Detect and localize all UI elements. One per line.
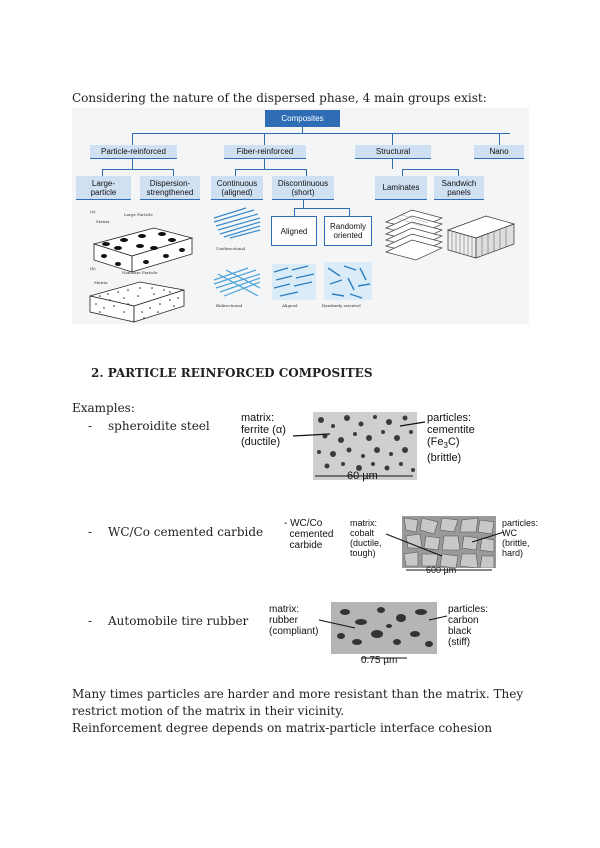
- tree-group-particle: Particle-reinforced: [90, 145, 177, 159]
- fiber-caption-unidirectional: Unidirectional: [216, 246, 246, 251]
- composites-classification-figure: [72, 108, 529, 324]
- tree-connector: [499, 133, 500, 145]
- particle-label-matrix-b: Matrix: [94, 280, 108, 285]
- tree-group-structural: Structural: [355, 145, 431, 159]
- particle-label-large: Large Particle: [124, 212, 153, 217]
- tree-connector: [392, 133, 393, 145]
- tree-connector: [392, 159, 393, 169]
- intro-text: Considering the nature of the dispersed phase, 4 main groups exist:: [72, 91, 487, 105]
- section-heading: 2. PARTICLE REINFORCED COMPOSITES: [91, 366, 373, 380]
- tree-group-nano: Nano: [474, 145, 524, 159]
- tree-connector: [402, 169, 458, 170]
- example-1-dash: -: [88, 419, 93, 433]
- tree-group-fiber: Fiber-reinforced: [224, 145, 306, 159]
- rubber-particle-label: particles: carbon black (stiff): [448, 604, 489, 648]
- carbide-particle-label: particles: WC (brittle, hard): [502, 518, 539, 558]
- carbide-scale: 600 µm: [426, 565, 457, 575]
- tree-connector: [132, 133, 133, 145]
- cemented-carbide-figure: [276, 512, 540, 580]
- tree-connector: [102, 169, 103, 176]
- tree-connector: [235, 169, 307, 170]
- tree-connector: [458, 169, 459, 176]
- tree-connector: [402, 169, 403, 176]
- example-1-text: spheroidite steel: [108, 419, 210, 433]
- example-3-text: Automobile tire rubber: [108, 614, 249, 628]
- example-2-dash: -: [88, 525, 93, 539]
- particle-label-matrix-a: Matrix: [96, 219, 110, 224]
- particle-label-nano: Nanosize Particle: [122, 270, 158, 275]
- rubber-scale: 0.75 µm: [361, 655, 398, 666]
- tree-child-sandwich: Sandwich panels: [434, 176, 484, 200]
- fiber-caption-aligned: Aligned: [282, 303, 298, 308]
- example-3-dash: -: [88, 614, 93, 628]
- tree-child-continuous: Continuous (aligned): [211, 176, 263, 200]
- spheroidite-scale: 60 µm: [347, 470, 378, 482]
- tree-connector: [306, 169, 307, 176]
- spheroidite-micrograph-figure: [235, 398, 510, 488]
- examples-label: Examples:: [72, 401, 135, 415]
- example-2-text: WC/Co cemented carbide: [108, 525, 264, 539]
- carbide-matrix-label: matrix: cobalt (ductile, tough): [350, 518, 382, 558]
- tree-connector: [173, 169, 174, 176]
- spheroidite-matrix-label: matrix: ferrite (α) (ductile): [241, 412, 286, 448]
- spheroidite-particle-label-part1: particles: cementite (Fe: [427, 412, 475, 448]
- closing-line-1: Many times particles are harder and more resistant than the matrix. They: [72, 687, 524, 701]
- particle-label-a: (a): [90, 209, 96, 214]
- tree-child-dispersion: Dispersion- strengthened: [140, 176, 200, 200]
- tree-connector: [102, 169, 174, 170]
- tree-child-random: Randomly oriented: [324, 216, 372, 246]
- fiber-caption-random: Randomly oriented: [322, 303, 361, 308]
- tree-connector: [235, 169, 236, 176]
- tree-child-discontinuous: Discontinuous (short): [272, 176, 334, 200]
- particle-label-b: (b): [90, 266, 96, 271]
- spheroidite-subscript: 3: [443, 441, 448, 451]
- spheroidite-particle-label: [427, 412, 475, 464]
- fiber-caption-bidirectional: Bidirectional: [216, 303, 243, 308]
- tree-root-node: Composites: [265, 110, 340, 127]
- spheroidite-particle-label-part2: C) (brittle): [427, 436, 462, 465]
- closing-line-2: restrict motion of the matrix in their vicinity.: [72, 704, 345, 718]
- tree-child-laminates: Laminates: [375, 176, 427, 200]
- carbide-pointers: [276, 512, 540, 580]
- rubber-matrix-label: matrix: rubber (compliant): [269, 604, 319, 637]
- tire-rubber-figure: [265, 598, 510, 670]
- tree-connector: [264, 133, 265, 145]
- carbide-title-label: - WC/Co cemented carbide: [284, 518, 334, 551]
- structural-composite-illustration: [382, 206, 522, 276]
- tree-child-aligned: Aligned: [271, 216, 317, 246]
- tree-connector: [132, 133, 510, 134]
- tree-connector: [132, 159, 133, 169]
- closing-line-3: Reinforcement degree depends on matrix-particle interface cohesion: [72, 721, 493, 735]
- particle-composite-illustration: [84, 208, 204, 324]
- tree-connector: [264, 159, 265, 169]
- tree-child-large-particle: Large- particle: [76, 176, 131, 200]
